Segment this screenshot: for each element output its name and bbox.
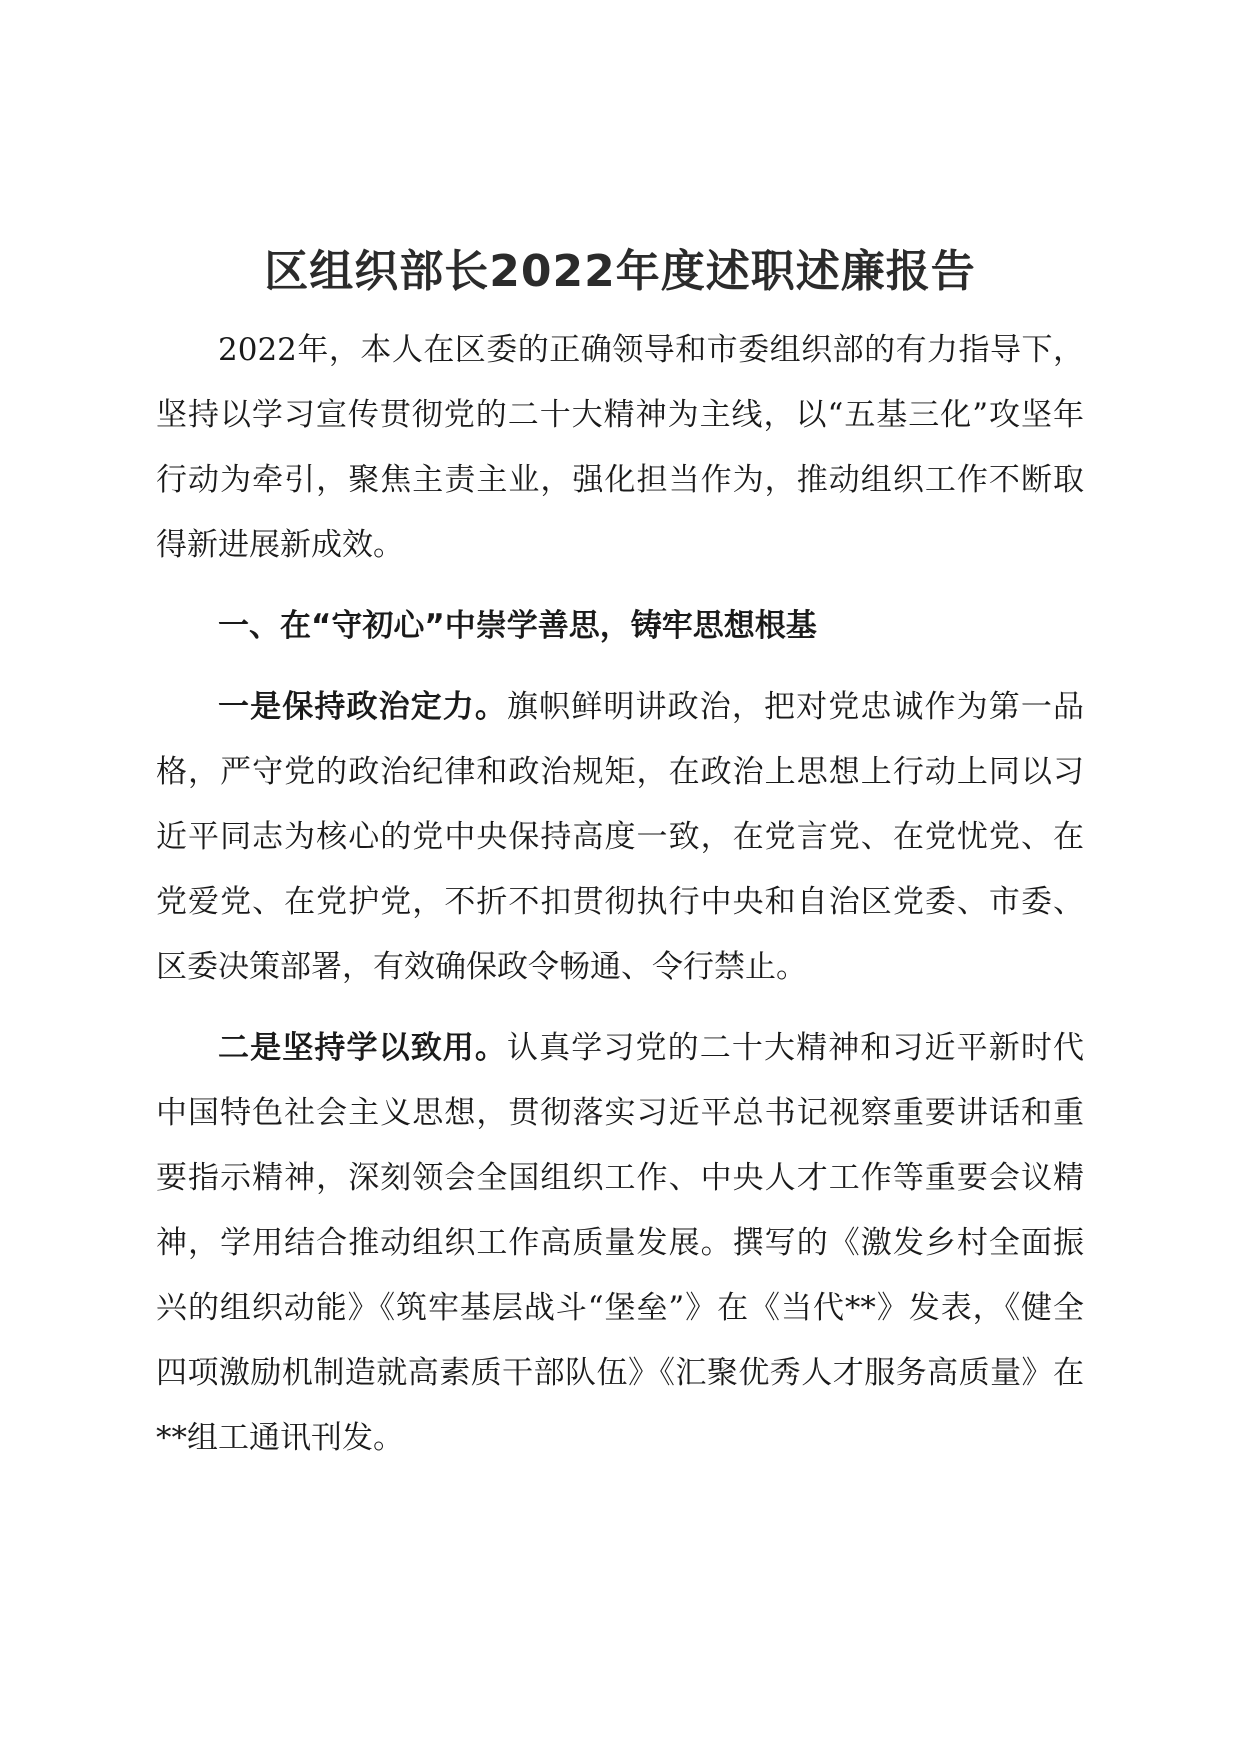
intro-paragraph: 2022年，本人在区委的正确领导和市委组织部的有力指导下，坚持以学习宣传贯彻党的二十大精神为主线，以“五基三化”攻坚年行动为牵引，聚焦主责主业，强化担当作为，推动组织工作不断取得新进展新成效。 [156, 332, 1084, 563]
document-body [156, 318, 1084, 1471]
section-paragraph-2 [156, 1016, 1084, 1471]
paragraph-gap [156, 659, 1084, 675]
paragraph-gap [156, 1000, 1084, 1016]
paragraph-text: 旗帜鲜明讲政治，把对党忠诚作为第一品格，严守党的政治纪律和政治规矩，在政治上思想上行动上同以习近平同志为核心的党中央保持高度一致，在党言党、在党忧党、在党爱党、在党护党，不折不扣贯彻执行中央和自治区党委、市委、区委决策部署，有效确保政令畅通、令行禁止。 [156, 689, 1085, 985]
paragraph-text: 认真学习党的二十大精神和习近平新时代中国特色社会主义思想，贯彻落实习近平总书记视察重要讲话和重要指示精神，深刻领会全国组织工作、中央人才工作等重要会议精神，学用结合推动组织工作高质量发展。撰写的《激发乡村全面振兴的组织动能》《筑牢基层战斗“堡垒”》在《当代**》发表，《健全四项激励机制造就高素质干部队伍》《汇聚优秀人才服务高质量》在**组工通讯刊发。 [156, 1030, 1085, 1456]
document-title: 区组织部长2022年度述职述廉报告 [264, 246, 976, 297]
paragraph-lead: 二是坚持学以致用。 [218, 1030, 508, 1066]
paragraph-lead: 一是保持政治定力。 [218, 689, 508, 725]
section-paragraph-1 [156, 675, 1084, 1000]
paragraph-gap [156, 578, 1084, 594]
section-heading: 一、在“守初心”中崇学善思，铸牢思想根基 [218, 608, 817, 644]
